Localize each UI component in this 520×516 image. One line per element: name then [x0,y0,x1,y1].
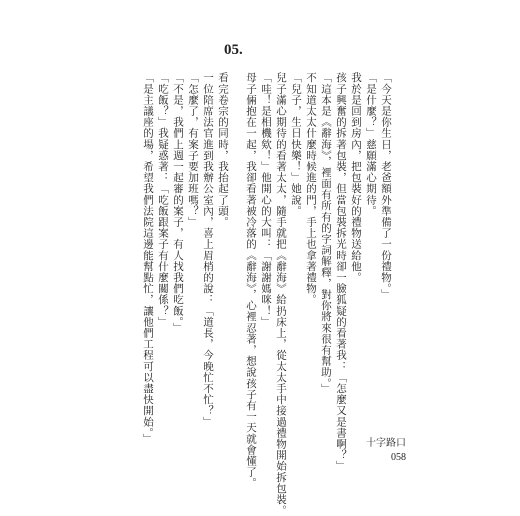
text-column: 看完卷宗的同時，我抬起了頭。 [217,72,229,228]
chapter-heading: 05. [224,42,243,58]
text-column: 「今天是你生日，老爸額外準備了一份禮物。」 [380,72,392,300]
text-column: 「是主議座的場，希望我們法院這邊能幫點忙，讓他們工程可以盡快開始。」 [142,72,154,445]
text-column: 「怎麼了，有案子要加班嗎？」 [187,72,199,228]
text-column: 「這本是《辭海》，裡面有所有的字詞解釋，對你將來很有幫助。」 [320,72,332,395]
text-column: 「是什麼？」慈願滿心期待。 [365,72,377,217]
text-column: 「不是，我們上週一起審的案子，有人找我們吃飯。」 [172,72,184,334]
page-number: 058 [391,452,406,463]
text-column: 「吃飯？」我疑惑著：「吃飯跟案子有什麼關係？」 [157,72,169,328]
text-column: 不知道太太什麼時候進的門，手上也拿著禮物。 [305,72,317,306]
running-footer-title: 十字路口 [366,438,406,449]
text-column: 「哇！是相機欸！」他開心的大叫：「謝謝媽咪！」 [260,72,272,328]
text-column: 一位陪席法官進到我辦公室內，喜上眉梢的說：「道長，今晚忙不忙？」 [202,72,214,428]
text-column: 兒子滿心期待的看著太太，隨手就把《辭海》給扔床上，從太太手中接過禮物開始拆包裝。 [275,72,287,516]
text-column: 「兒子，生日快樂！」她說。 [290,72,302,217]
text-column: 母子倆抱在一起，我卻看著被冷落的《辭海》，心裡忍著，想說孩子有一天就會懂了。 [245,72,257,489]
text-column: 孩子興奮的拆著包裝，但當包裝拆光時卻一臉狐疑的看著我：「怎麼又是書啊？」 [335,72,347,472]
text-column: 我於是回到房內，把包裝好的禮物送給他。 [350,72,362,283]
